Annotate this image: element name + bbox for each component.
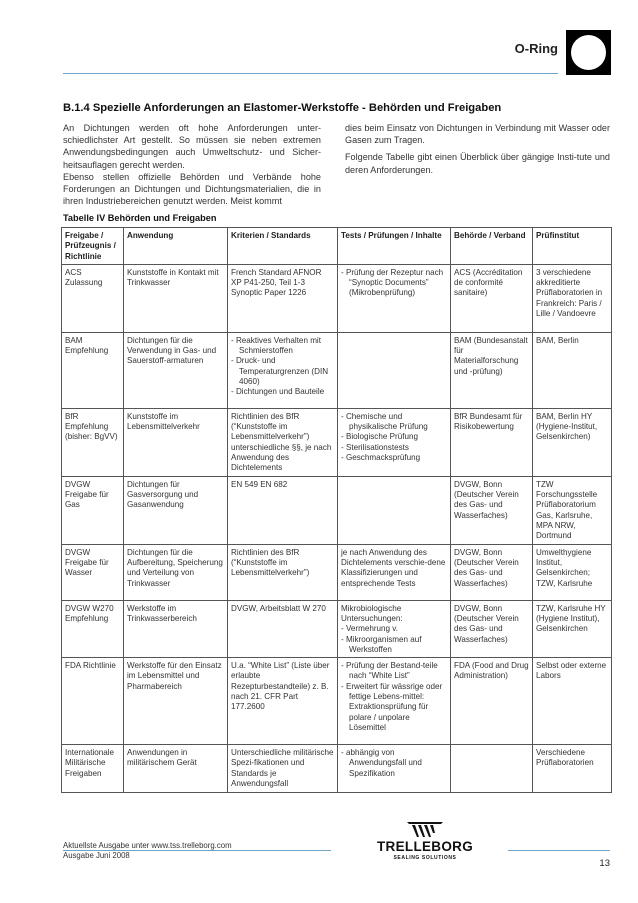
cell-freigabe: FDA Richtlinie [62,658,124,745]
cell-kriterien: French Standard AFNOR XP P41-250, Teil 1-3 Synoptic Paper 1226 [228,264,338,332]
cell-freigabe: Internationale Militärische Freigaben [62,745,124,793]
brand-subtitle: SEALING SOLUTIONS [393,855,457,861]
table-row [62,544,612,600]
intro-paragraph: Ebenso stellen offizielle Behörden und Verbände hohe Forderungen an Dichtungen und Dichtungsmaterialien, die in ihren Industriebereichen genutzt werden. Meist kommt [63,171,321,207]
table-row [62,332,612,408]
intro-paragraph: dies beim Einsatz von Dichtungen in Verbindung mit Wasser oder Gasen zum Tragen. [345,123,610,146]
table-caption: Tabelle IV Behörden und Freigaben [63,213,217,223]
brand-name: TRELLEBORG [377,839,473,854]
trelleborg-logo [370,821,480,871]
cell-institut: BAM, Berlin HY (Hygiene-Institut, Gelsenkirchen) [533,408,612,476]
intro-right-column [345,122,610,176]
cell-institut: BAM, Berlin [533,332,612,408]
footer-rule-left [63,850,331,851]
column-header: Anwendung [124,228,228,265]
cell-behoerde: BAM (Bundesanstalt für Materialforschung und -prüfung) [451,332,533,408]
table-header-row [62,228,612,265]
footer-url-line: Aktuellste Ausgabe unter www.tss.trelleborg.com [63,841,232,850]
test-item: - Geschmacksprüfung [341,453,447,463]
cell-kriterien: EN 549 EN 682 [228,476,338,544]
cell-anwendung: Dichtungen für die Verwendung in Gas- und Sauerstoff-armaturen [124,332,228,408]
column-header: Prüfinstitut [533,228,612,265]
test-intro: Mikrobiologische Untersuchungen: [341,603,403,623]
table-row [62,745,612,793]
cell-tests [338,745,451,793]
cell-tests [338,264,451,332]
cell-kriterien: Richtlinien des BfR (“Kunststoffe im Lebensmittelverkehr”) [228,544,338,600]
cell-behoerde: FDA (Food and Drug Administration) [451,658,533,745]
column-header: Behörde / Verband [451,228,533,265]
test-item: - Biologische Prüfung [341,432,447,442]
cell-behoerde: ACS (Accréditation de conformité sanitaire) [451,264,533,332]
cell-anwendung: Dichtungen für die Aufbereitung, Speicherung und Verteilung von Trinkwasser [124,544,228,600]
test-item: - Prüfung der Rezeptur nach “Synoptic Documents” (Mikrobenprüfung) [341,268,447,299]
cell-tests [338,408,451,476]
cell-behoerde: BfR Bundesamt für Risikobewertung [451,408,533,476]
test-item: - Mikroorganismen auf Werkstoffen [341,635,447,656]
cell-tests: je nach Anwendung des Dichtelements verschie-dene Klassifizierungen und entsprechende Tests [338,544,451,600]
cell-anwendung: Anwendungen in militärischem Gerät [124,745,228,793]
intro-left-column [63,122,321,207]
intro-paragraph: Folgende Tabelle gibt einen Überblick über gängige Insti-tute und deren Anforderungen. [345,152,610,175]
cell-freigabe: DVGW Freigabe für Wasser [62,544,124,600]
cell-tests [338,600,451,657]
cell-anwendung: Dichtungen für Gasversorgung und Gasanwendung [124,476,228,544]
cell-institut: TZW, Karlsruhe HY (Hygiene Institut), Gelsenkirchen [533,600,612,657]
trelleborg-logo-icon [405,821,445,838]
column-header: Tests / Prüfungen / Inhalte [338,228,451,265]
cell-freigabe: BAM Empfehlung [62,332,124,408]
table-row [62,264,612,332]
cell-institut: Umwelthygiene Institut, Gelsenkirchen; TZW, Karlsruhe [533,544,612,600]
cell-institut: TZW Forschungsstelle Prüflaboratorium Gas, Karlsruhe, MPA NRW, Dortmund [533,476,612,544]
cell-anwendung: Kunststoffe im Lebensmittelverkehr [124,408,228,476]
section-heading: B.1.4 Spezielle Anforderungen an Elastomer-Werkstoffe - Behörden und Freigaben [63,102,502,114]
cell-anwendung: Kunststoffe in Kontakt mit Trinkwasser [124,264,228,332]
cell-tests [338,476,451,544]
page-number: 13 [599,858,610,869]
o-ring-circle [571,35,606,70]
cell-freigabe: DVGW Freigabe für Gas [62,476,124,544]
test-item: - Sterilisationstests [341,443,447,453]
cell-anwendung: Werkstoffe für den Einsatz im Lebensmittel und Pharmabereich [124,658,228,745]
criteria-item: - Druck- und Temperaturgrenzen (DIN 4060) [231,356,334,387]
test-item: - Prüfung der Bestand-teile nach “White List” [341,661,447,682]
cell-tests [338,658,451,745]
approvals-table [61,227,612,793]
cell-behoerde: DVGW, Bonn (Deutscher Verein des Gas- und Wasserfaches) [451,544,533,600]
table-row [62,658,612,745]
test-item: - Erweitert für wässrige oder fettige Lebens-mittel: Extraktionsprüfung für polare / unpolare Lösemittel [341,682,447,733]
header-rule [63,73,558,74]
table-row [62,476,612,544]
footer-edition-line: Ausgabe Juni 2008 [63,851,130,860]
o-ring-icon [566,30,611,75]
cell-kriterien: U.a. “White List” (Liste über erlaubte Rezepturbestandteile) z. B. nach 21. CFR Part 177.2600 [228,658,338,745]
cell-freigabe: BfR Empfehlung (bisher: BgVV) [62,408,124,476]
criteria-item: - Reaktives Verhalten mit Schmierstoffen [231,336,334,357]
test-item: - abhängig von Anwendungsfall und Spezifikation [341,748,447,779]
intro-paragraph: An Dichtungen werden oft hohe Anforderungen unter-schiedlichster Art gestellt. So müssen sie neben extremen Anwendungsbedingungen auch Umweltschutz- und Sicher-heitsauflagen gerecht werden. [63,123,321,170]
test-item: - Vermehrung v. [341,624,447,634]
cell-freigabe: DVGW W270 Empfehlung [62,600,124,657]
cell-kriterien: DVGW, Arbeitsblatt W 270 [228,600,338,657]
page-header-title: O-Ring [514,41,558,56]
cell-kriterien: Unterschiedliche militärische Spezi-fikationen und Standards je Anwendungsfall [228,745,338,793]
cell-behoerde: DVGW, Bonn (Deutscher Verein des Gas- und Wasserfaches) [451,476,533,544]
cell-freigabe: ACS Zulassung [62,264,124,332]
cell-institut: Selbst oder externe Labors [533,658,612,745]
cell-tests [338,332,451,408]
cell-kriterien: Richtlinien des BfR (“Kunststoffe im Lebensmittelverkehr”) unterschiedliche §§, je nach Anwendung des Dichtelements [228,408,338,476]
cell-behoerde: DVGW, Bonn (Deutscher Verein des Gas- und Wasserfaches) [451,600,533,657]
table-row [62,600,612,657]
criteria-item: - Dichtungen und Bauteile [231,387,334,397]
column-header: Kriterien / Standards [228,228,338,265]
column-header: Freigabe / Prüfzeugnis / Richtlinie [62,228,124,265]
cell-behoerde [451,745,533,793]
test-item: - Chemische und physikalische Prüfung [341,412,447,433]
cell-institut: 3 verschiedene akkreditierte Prüflaboratorien in Frankreich: Paris / Lille / Vandoevre [533,264,612,332]
table-row [62,408,612,476]
cell-anwendung: Werkstoffe im Trinkwasserbereich [124,600,228,657]
footer-rule-right [508,850,610,851]
cell-kriterien [228,332,338,408]
cell-institut: Verschiedene Prüflaboratorien [533,745,612,793]
footer-info [63,841,232,861]
